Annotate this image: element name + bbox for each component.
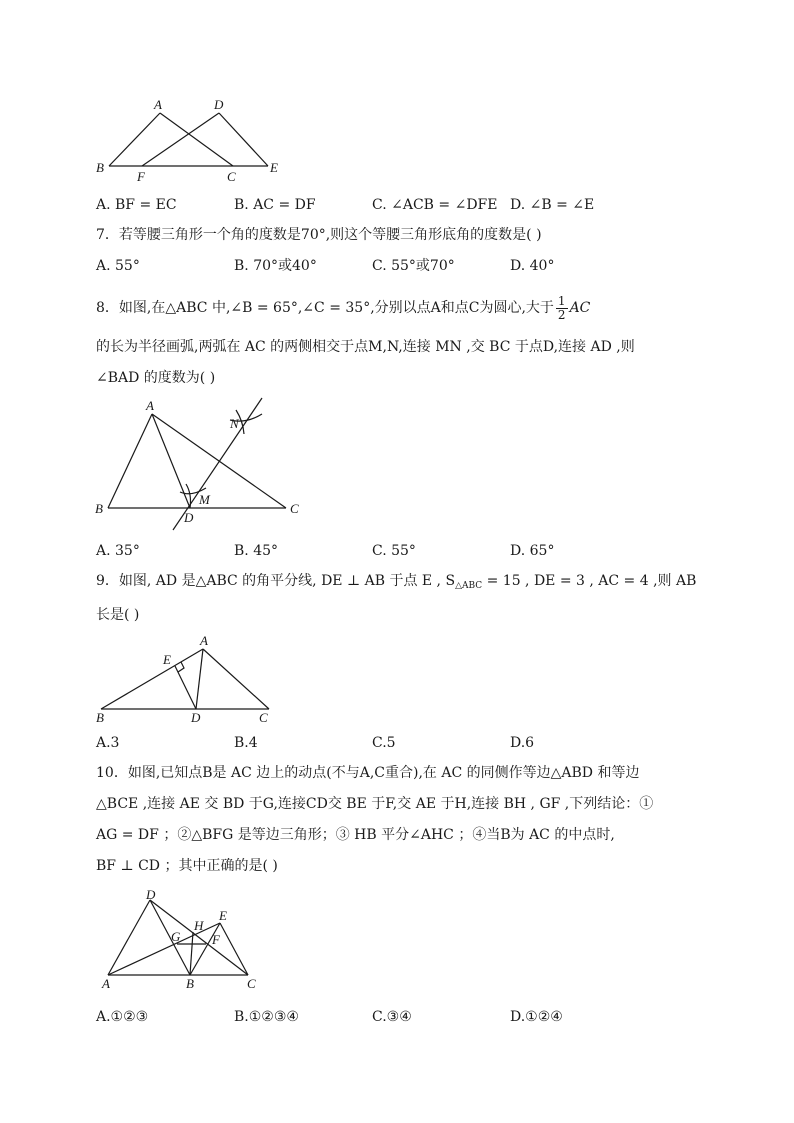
q9-option-b[interactable]: B.4 (234, 735, 258, 751)
label-b: B (96, 710, 104, 725)
label-h: H (194, 918, 204, 933)
q7-option-d[interactable]: D. 40° (510, 258, 555, 274)
q10-option-a[interactable]: A.①②③ (96, 1009, 149, 1025)
q6-option-a[interactable]: A. BF = EC (96, 197, 177, 213)
q9-stem-part1: 9．如图, AD 是△ABC 的角平分线, DE ⊥ AB 于点 E , S (96, 573, 456, 589)
label-e: E (163, 652, 171, 667)
q10-option-c[interactable]: C.③④ (372, 1009, 412, 1025)
q7-option-b[interactable]: B. 70°或40° (234, 258, 317, 274)
q8-stem-part2: AC (569, 300, 591, 316)
label-a: A (154, 97, 162, 112)
q7-option-a[interactable]: A. 55° (96, 258, 140, 274)
label-f: F (137, 169, 145, 184)
segment-cd (150, 900, 248, 975)
label-b: B (96, 160, 104, 175)
label-f: F (212, 932, 220, 947)
q9-sub: △ABC (455, 581, 483, 591)
q8-option-c[interactable]: C. 55° (372, 543, 416, 559)
q10-stem-line1: 10．如图,已知点B是 AC 边上的动点(不与A,C重合),在 AC 的同侧作等边△ABD 和等边 (96, 765, 640, 781)
label-d: D (146, 887, 156, 902)
label-b: B (95, 501, 103, 516)
q10-option-d[interactable]: D.①②④ (510, 1009, 563, 1025)
q8-stem-line3: ∠BAD 的度数为( ) (96, 370, 216, 386)
q8-option-d[interactable]: D. 65° (510, 543, 555, 559)
label-e: E (270, 160, 278, 175)
label-a: A (102, 976, 110, 991)
q8-stem-part1: 8．如图,在△ABC 中,∠B = 65°,∠C = 35°,分别以点A和点C为圆心,大于 (96, 300, 554, 316)
label-c: C (290, 501, 299, 516)
label-m: M (199, 492, 210, 507)
label-b: B (186, 976, 194, 991)
segment-bd (150, 900, 190, 975)
label-n: N (230, 416, 239, 431)
label-a: A (146, 398, 154, 413)
segment-ec (220, 923, 248, 975)
label-d: D (214, 97, 224, 112)
q6-option-b[interactable]: B. AC = DF (234, 197, 316, 213)
q8-stem-line2: 的长为半径画弧,两弧在 AC 的两侧相交于点M,N,连接 MN ,交 BC 于点D,连接 AD ,则 (96, 339, 635, 355)
q10-stem-line4: BF ⊥ CD ；其中正确的是( ) (96, 858, 278, 874)
q10-option-b[interactable]: B.①②③④ (234, 1009, 299, 1025)
q9-option-a[interactable]: A.3 (96, 735, 120, 751)
segment-bh (190, 932, 193, 975)
label-a: A (200, 633, 208, 648)
q9-stem-line2: 长是( ) (96, 607, 140, 623)
q8-option-b[interactable]: B. 45° (234, 543, 279, 559)
q6-option-c[interactable]: C. ∠ACB = ∠DFE (372, 197, 498, 213)
label-g: G (171, 929, 181, 944)
q8-option-a[interactable]: A. 35° (96, 543, 140, 559)
q8-frac-den: 2 (557, 307, 566, 322)
label-c: C (259, 710, 268, 725)
q7-option-c[interactable]: C. 55°或70° (372, 258, 455, 274)
q8-frac-num: 1 (557, 293, 566, 308)
q10-stem-line3: AG = DF ；②△BFG 是等边三角形；③ HB 平分∠AHC ；④当B为 AC 的中点时, (96, 827, 615, 843)
label-d: D (184, 510, 194, 525)
q9-stem-part2: = 15 , DE = 3 , AC = 4 ,则 AB (482, 573, 697, 589)
label-d: D (191, 710, 201, 725)
label-c: C (227, 169, 236, 184)
q10-stem-line2: △BCE ,连接 AE 交 BD 于G,连接CD交 BE 于F,交 AE 于H,连接 BH , GF ,下列结论：① (96, 796, 654, 812)
q7-stem: 7．若等腰三角形一个角的度数是70°,则这个等腰三角形底角的度数是( ) (96, 227, 542, 243)
q9-option-d[interactable]: D.6 (510, 735, 535, 751)
segment-ad (108, 900, 150, 975)
q6-option-d[interactable]: D. ∠B = ∠E (510, 197, 595, 213)
label-e: E (219, 908, 227, 923)
q9-option-c[interactable]: C.5 (372, 735, 396, 751)
label-c: C (247, 976, 256, 991)
